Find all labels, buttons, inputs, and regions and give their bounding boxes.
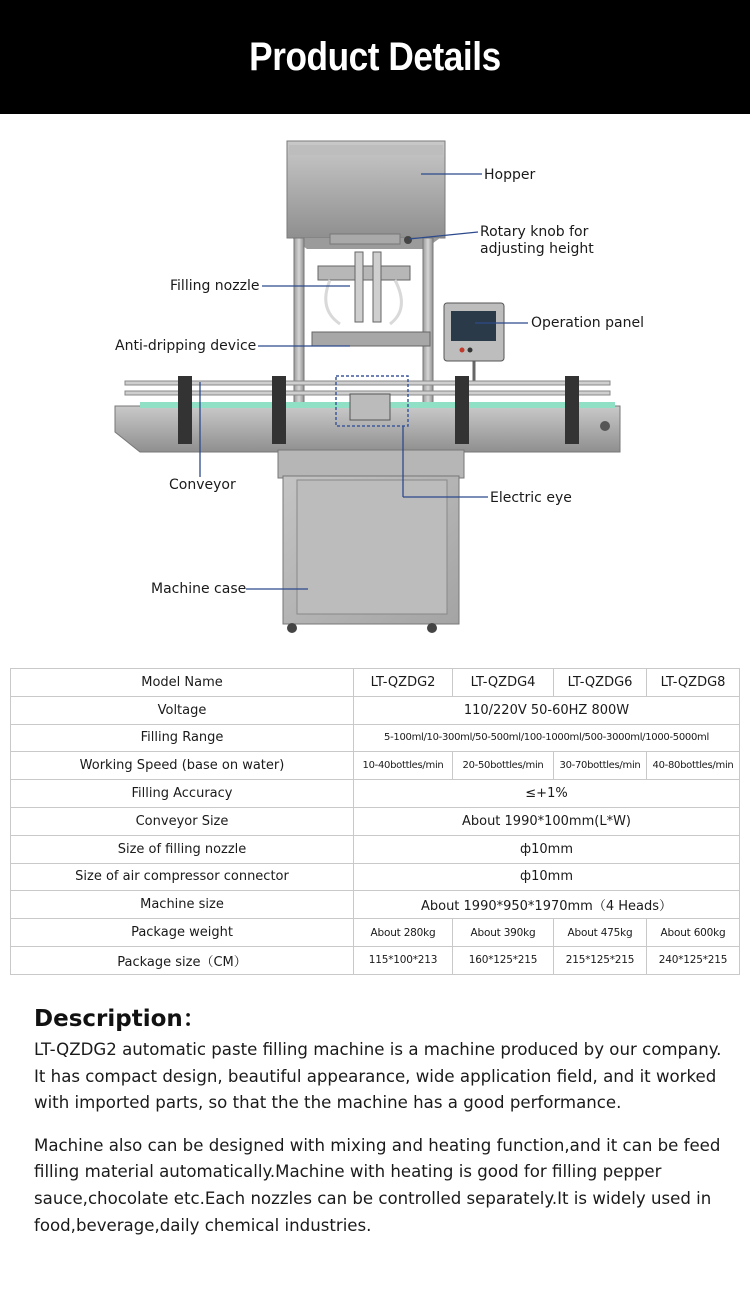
spec-label: Filling Range (11, 724, 354, 752)
page-title: Product Details (249, 34, 501, 79)
spec-value: 20-50bottles/min (453, 752, 554, 780)
spec-value: 110/220V 50-60HZ 800W (354, 696, 740, 724)
table-row (11, 919, 740, 947)
spec-value: About 280kg (354, 919, 453, 947)
spec-value: 10-40bottles/min (354, 752, 453, 780)
machine-illustration (0, 114, 750, 644)
spec-label: Size of air compressor connector (11, 863, 354, 891)
rotary-knob-shape (404, 236, 412, 244)
hopper-shape (287, 141, 445, 249)
callout-operation-panel: Operation panel (531, 315, 644, 331)
callout-filling-nozzle: Filling nozzle (170, 278, 260, 294)
callout-machine-case: Machine case (151, 581, 247, 597)
spec-label: Voltage (11, 696, 354, 724)
spec-value: 115*100*213 (354, 946, 453, 974)
table-row (11, 835, 740, 863)
callout-rotary-knob-line1: Rotary knob for (480, 224, 589, 240)
spec-label: Package weight (11, 919, 354, 947)
spec-label: Conveyor Size (11, 807, 354, 835)
spec-value: About 475kg (554, 919, 647, 947)
spec-value: 5-100ml/10-300ml/50-500ml/100-1000ml/500-3000ml/1000-5000ml (354, 724, 740, 752)
spec-label: Filling Accuracy (11, 780, 354, 808)
spec-value: About 600kg (647, 919, 740, 947)
operation-panel-shape (444, 303, 504, 384)
table-row (11, 946, 740, 974)
spec-value: ≤+1% (354, 780, 740, 808)
spec-label: Package size（CM） (11, 946, 354, 974)
table-row (11, 696, 740, 724)
description-paragraph: LT-QZDG2 automatic paste filling machine is a machine produced by our company. It has compact design, beautiful appearance, wide application field, and it worked with imported parts, so that the the machine has a good performance. (34, 1040, 722, 1113)
spec-value: 30-70bottles/min (554, 752, 647, 780)
spec-value: 215*125*215 (554, 946, 647, 974)
spec-value: About 1990*100mm(L*W) (354, 807, 740, 835)
spec-value: LT-QZDG6 (554, 669, 647, 697)
table-row (11, 891, 740, 919)
machine-case-shape (278, 450, 464, 633)
spec-value: ф10mm (354, 863, 740, 891)
spec-value: LT-QZDG8 (647, 669, 740, 697)
description-paragraph: Machine also can be designed with mixing and heating function,and it can be feed filling material automatically.Machine with heating is good for filling pepper sauce,chocolate etc.Each nozzles can be controlled separately.It is widely used in food,beverage,daily chemical industries. (34, 1135, 721, 1235)
page-header (0, 0, 750, 114)
spec-value: 160*125*215 (453, 946, 554, 974)
spec-value: ф10mm (354, 835, 740, 863)
callout-rotary-knob-line2: adjusting height (480, 241, 594, 257)
spec-value: LT-QZDG4 (453, 669, 554, 697)
spec-label: Size of filling nozzle (11, 835, 354, 863)
table-row (11, 752, 740, 780)
spec-table (10, 668, 740, 975)
spec-value: 240*125*215 (647, 946, 740, 974)
filling-nozzle-shape (312, 252, 430, 346)
table-row (11, 780, 740, 808)
spec-value: About 390kg (453, 919, 554, 947)
callout-hopper: Hopper (484, 167, 536, 183)
spec-label: Model Name (11, 669, 354, 697)
spec-label: Working Speed (base on water) (11, 752, 354, 780)
machine-diagram (0, 114, 750, 644)
spec-value: About 1990*950*1970mm（4 Heads） (354, 891, 740, 919)
description-heading: Description： (34, 1006, 206, 1032)
spec-label: Machine size (11, 891, 354, 919)
callout-anti-dripping: Anti-dripping device (115, 338, 257, 354)
table-row (11, 724, 740, 752)
spec-value: 40-80bottles/min (647, 752, 740, 780)
table-row (11, 807, 740, 835)
description-section (34, 1000, 724, 1239)
table-row (11, 863, 740, 891)
table-row (11, 669, 740, 697)
callout-conveyor: Conveyor (169, 477, 236, 493)
callout-electric-eye: Electric eye (490, 490, 572, 506)
spec-value: LT-QZDG2 (354, 669, 453, 697)
